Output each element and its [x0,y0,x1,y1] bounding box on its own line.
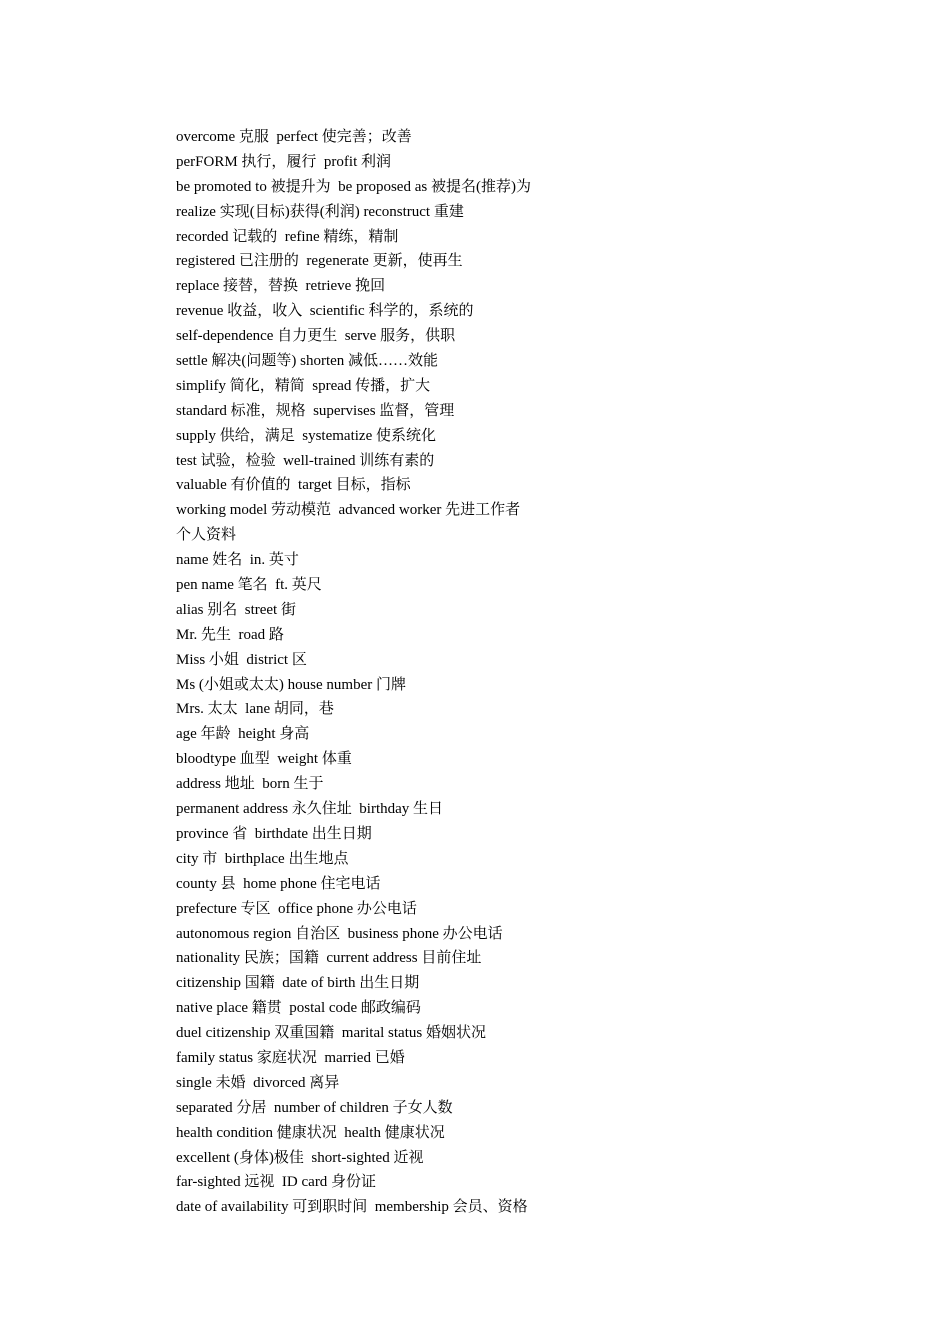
text-line: date of availability 可到职时间 membership 会员、资格 [176,1199,528,1216]
section-heading: 个人资料 [176,527,237,544]
text-line: be promoted to 被提升为 be proposed as 被提名(推荐)为 [176,178,531,195]
text-line: family status 家庭状况 married 已婚 [176,1049,405,1066]
text-line: test 试验，检验 well-trained 训练有素的 [176,452,435,469]
text-line: realize 实现(目标)获得(利润) reconstruct 重建 [176,203,464,220]
text-line: province 省 birthdate 出生日期 [176,825,372,842]
text-line: Mrs. 太太 lane 胡同，巷 [176,701,334,718]
text-line: perFORM 执行，履行 profit 利润 [176,153,391,170]
text-line: permanent address 永久住址 birthday 生日 [176,801,444,818]
text-line: nationality 民族；国籍 current address 目前住址 [176,950,482,967]
vocabulary-list [176,125,876,1220]
text-line: excellent (身体)极佳 short-sighted 近视 [176,1149,424,1166]
text-line: self-dependence 自力更生 serve 服务，供职 [176,328,456,345]
text-line: health condition 健康状况 health 健康状况 [176,1124,445,1141]
text-line: citizenship 国籍 date of birth 出生日期 [176,975,420,992]
text-line: name 姓名 in. 英寸 [176,552,299,569]
text-line: far-sighted 远视 ID card 身份证 [176,1174,377,1191]
text-line: working model 劳动模范 advanced worker 先进工作者 [176,502,521,519]
text-line: settle 解决(问题等) shorten 减低……效能 [176,353,439,370]
text-line: Miss 小姐 district 区 [176,651,307,668]
text-line: supply 供给，满足 systematize 使系统化 [176,427,436,444]
text-line: duel citizenship 双重国籍 marital status 婚姻状况 [176,1025,486,1042]
text-line: pen name 笔名 ft. 英尺 [176,577,322,594]
text-line: overcome 克服 perfect 使完善；改善 [176,129,412,145]
text-line: valuable 有价值的 target 目标，指标 [176,477,411,494]
text-line: Ms (小姐或太太) house number 门牌 [176,676,406,693]
text-line: age 年龄 height 身高 [176,726,310,743]
text-line: autonomous region 自治区 business phone 办公电话 [176,925,503,942]
text-line: replace 接替，替换 retrieve 挽回 [176,278,386,295]
text-line: recorded 记载的 refine 精练，精制 [176,228,399,245]
text-line: separated 分居 number of children 子女人数 [176,1099,453,1116]
text-line: city 市 birthplace 出生地点 [176,850,349,867]
text-line: registered 已注册的 regenerate 更新，使再生 [176,253,463,270]
text-line: alias 别名 street 街 [176,601,296,618]
text-line: native place 籍贯 postal code 邮政编码 [176,1000,421,1017]
text-line: prefecture 专区 office phone 办公电话 [176,900,417,917]
text-line: revenue 收益，收入 scientific 科学的，系统的 [176,303,474,320]
text-line: simplify 简化，精简 spread 传播，扩大 [176,377,431,394]
text-line: Mr. 先生 road 路 [176,626,284,643]
text-line: bloodtype 血型 weight 体重 [176,751,352,768]
text-line: county 县 home phone 住宅电话 [176,875,381,892]
text-line: standard 标准，规格 supervises 监督，管理 [176,402,455,419]
text-line: single 未婚 divorced 离异 [176,1074,340,1091]
text-line: address 地址 born 生于 [176,776,324,793]
